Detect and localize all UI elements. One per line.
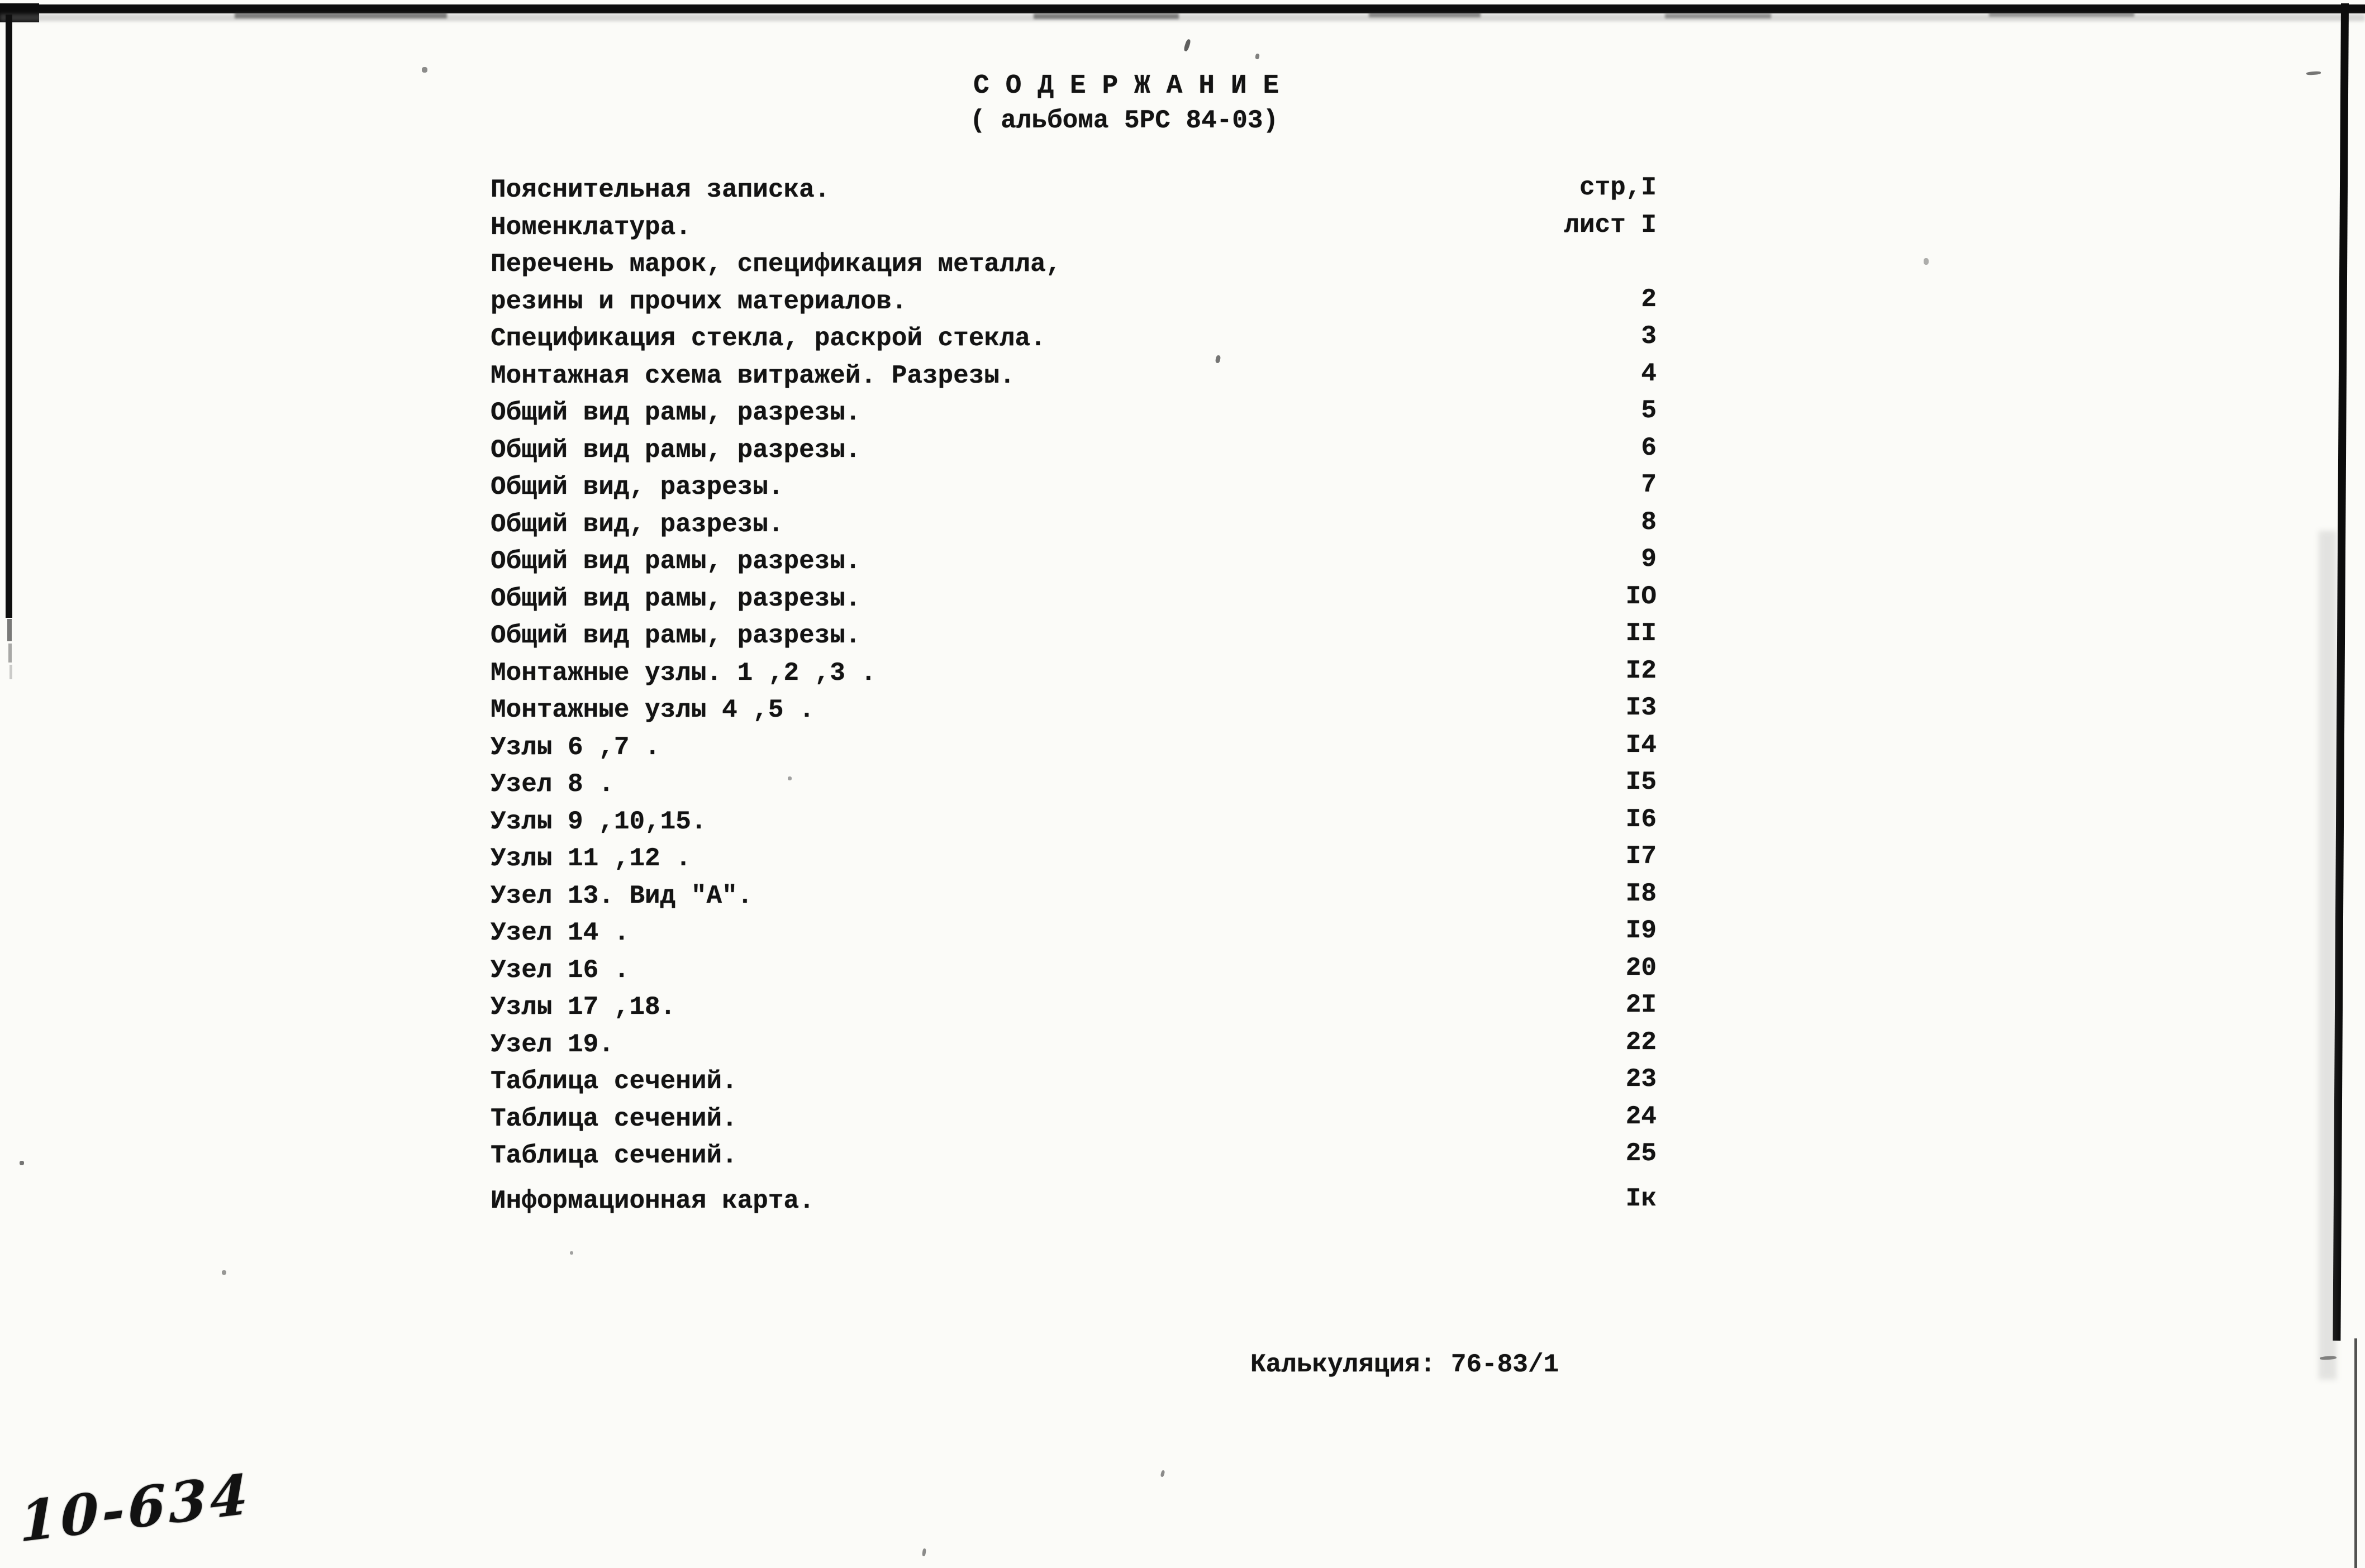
toc-row bbox=[0, 323, 2365, 354]
scan-smudge bbox=[1665, 13, 1771, 18]
toc-item-page-number: I2 bbox=[1625, 656, 1657, 685]
toc-item-label: Монтажные узлы. 1 ,2 ,3 . bbox=[491, 658, 877, 688]
page-subtitle: ( альбома 5РС 84-03) bbox=[970, 106, 1279, 135]
toc-item-page-number: 9 bbox=[1641, 545, 1657, 574]
toc-item-label: Узлы 17 ,18. bbox=[491, 993, 676, 1022]
toc-item-label: Общий вид, разрезы. bbox=[491, 473, 784, 502]
toc-row bbox=[0, 435, 2365, 466]
toc-item-page-number: 20 bbox=[1625, 953, 1657, 983]
toc-item-page-number: I8 bbox=[1625, 879, 1657, 908]
toc-item-label: Таблица сечений. bbox=[491, 1141, 737, 1170]
toc-item-label: Узлы 11 ,12 . bbox=[491, 844, 691, 873]
toc-item-label: Общий вид рамы, разрезы. bbox=[491, 435, 861, 465]
toc-item-page-number: 23 bbox=[1625, 1065, 1657, 1094]
ink-speck bbox=[1255, 53, 1260, 59]
toc-row bbox=[0, 806, 2365, 837]
toc-row bbox=[0, 992, 2365, 1023]
toc-row bbox=[0, 880, 2365, 912]
toc-row bbox=[0, 732, 2365, 763]
toc-item-page-number: I3 bbox=[1625, 693, 1657, 722]
toc-item-page-number: I5 bbox=[1625, 768, 1657, 797]
toc-row bbox=[0, 360, 2365, 392]
toc-item-page-number: 2 bbox=[1641, 284, 1657, 314]
toc-item-label: Таблица сечений. bbox=[491, 1067, 737, 1096]
toc-row bbox=[0, 1066, 2365, 1097]
calculation-note: Калькуляция: 76-83/1 bbox=[1250, 1350, 1559, 1379]
scan-smudge bbox=[1369, 12, 1481, 17]
toc-row bbox=[0, 1029, 2365, 1060]
scan-smudge bbox=[1034, 13, 1179, 19]
toc-row bbox=[0, 620, 2365, 651]
toc-item-label: Таблица сечений. bbox=[491, 1104, 737, 1133]
toc-item-page-number: 24 bbox=[1625, 1102, 1657, 1131]
toc-item-page-number: I4 bbox=[1625, 730, 1657, 760]
toc-row bbox=[0, 694, 2365, 726]
toc-item-page-number: 2I bbox=[1625, 990, 1657, 1019]
toc-item-page-number: II bbox=[1625, 619, 1657, 648]
toc-row bbox=[0, 1140, 2365, 1171]
toc-row bbox=[0, 286, 2365, 317]
toc-row bbox=[0, 471, 2365, 503]
toc-item-page-number: 8 bbox=[1641, 507, 1657, 537]
toc-item-page-number: 5 bbox=[1641, 396, 1657, 425]
toc-item-label: Узел 14 . bbox=[491, 918, 630, 947]
toc-item-label: Информационная карта. bbox=[491, 1186, 815, 1216]
ink-speck bbox=[1924, 258, 1929, 265]
scan-smudge bbox=[235, 12, 447, 18]
toc-row bbox=[0, 917, 2365, 949]
toc-item-page-number: 25 bbox=[1625, 1139, 1657, 1168]
toc-item-label: Монтажная схема витражей. Разрезы. bbox=[491, 361, 1015, 390]
toc-item-label: Номенклатура. bbox=[491, 212, 691, 242]
toc-item-label: Перечень марок, спецификация металла, bbox=[491, 250, 1062, 279]
toc-row bbox=[0, 843, 2365, 874]
toc-row bbox=[0, 1103, 2365, 1135]
toc-item-page-number: 22 bbox=[1625, 1027, 1657, 1057]
ink-speck bbox=[222, 1270, 226, 1275]
toc-item-page-number: стр,I bbox=[1579, 173, 1657, 202]
toc-row bbox=[0, 509, 2365, 540]
toc-item-page-number: I9 bbox=[1625, 916, 1657, 945]
toc-row bbox=[0, 955, 2365, 986]
toc-row bbox=[0, 583, 2365, 614]
toc-item-label: резины и прочих материалов. bbox=[491, 287, 907, 316]
toc-item-label: Спецификация стекла, раскрой стекла. bbox=[491, 324, 1046, 353]
ink-speck bbox=[1183, 39, 1191, 51]
toc-item-page-number: I7 bbox=[1625, 842, 1657, 871]
toc-item-page-number: Iк bbox=[1625, 1184, 1657, 1213]
toc-row bbox=[0, 1185, 2365, 1217]
scan-smudge bbox=[1989, 12, 2134, 17]
ink-speck bbox=[922, 1548, 926, 1557]
toc-item-label: Узлы 6 ,7 . bbox=[491, 732, 660, 762]
toc-item-page-number: I6 bbox=[1625, 804, 1657, 834]
toc-row bbox=[0, 769, 2365, 800]
toc-item-label: Общий вид рамы, разрезы. bbox=[491, 547, 861, 576]
toc-item-label: Общий вид рамы, разрезы. bbox=[491, 398, 861, 427]
toc-item-page-number: 6 bbox=[1641, 433, 1657, 463]
toc-item-label: Пояснительная записка. bbox=[491, 175, 830, 204]
toc-item-label: Общий вид, разрезы. bbox=[491, 509, 784, 539]
toc-item-page-number: 4 bbox=[1641, 359, 1657, 388]
toc-item-page-number: 3 bbox=[1641, 322, 1657, 351]
ink-speck bbox=[2306, 71, 2321, 75]
toc-item-page-number: лист I bbox=[1564, 210, 1657, 240]
toc-item-label: Узел 13. Вид "А". bbox=[491, 881, 753, 911]
toc-row bbox=[0, 174, 2365, 206]
toc-item-label: Общий вид рамы, разрезы. bbox=[491, 621, 861, 650]
ink-speck bbox=[1160, 1470, 1165, 1477]
toc-item-label: Общий вид рамы, разрезы. bbox=[491, 584, 861, 613]
ink-speck bbox=[570, 1251, 573, 1255]
ink-speck bbox=[788, 776, 792, 780]
page-title: С О Д Е Р Ж А Н И Е bbox=[973, 71, 1279, 101]
toc-row bbox=[0, 657, 2365, 689]
toc-row bbox=[0, 546, 2365, 577]
toc-row bbox=[0, 212, 2365, 243]
toc-item-label: Узел 16 . bbox=[491, 955, 630, 985]
ink-speck bbox=[20, 1161, 24, 1165]
toc-row bbox=[0, 397, 2365, 428]
handwritten-inventory-number: 10-634 bbox=[19, 1462, 252, 1555]
toc-row bbox=[0, 249, 2365, 280]
toc-item-label: Монтажные узлы 4 ,5 . bbox=[491, 695, 815, 725]
toc-item-label: Узлы 9 ,10,15. bbox=[491, 807, 707, 836]
toc-item-label: Узел 8 . bbox=[491, 770, 614, 799]
page-right-border-line-thin bbox=[2354, 1338, 2357, 1568]
toc-item-page-number: 7 bbox=[1641, 470, 1657, 499]
toc-item-label: Узел 19. bbox=[491, 1030, 614, 1059]
ink-speck bbox=[422, 67, 427, 73]
toc-item-page-number: IO bbox=[1625, 582, 1657, 611]
